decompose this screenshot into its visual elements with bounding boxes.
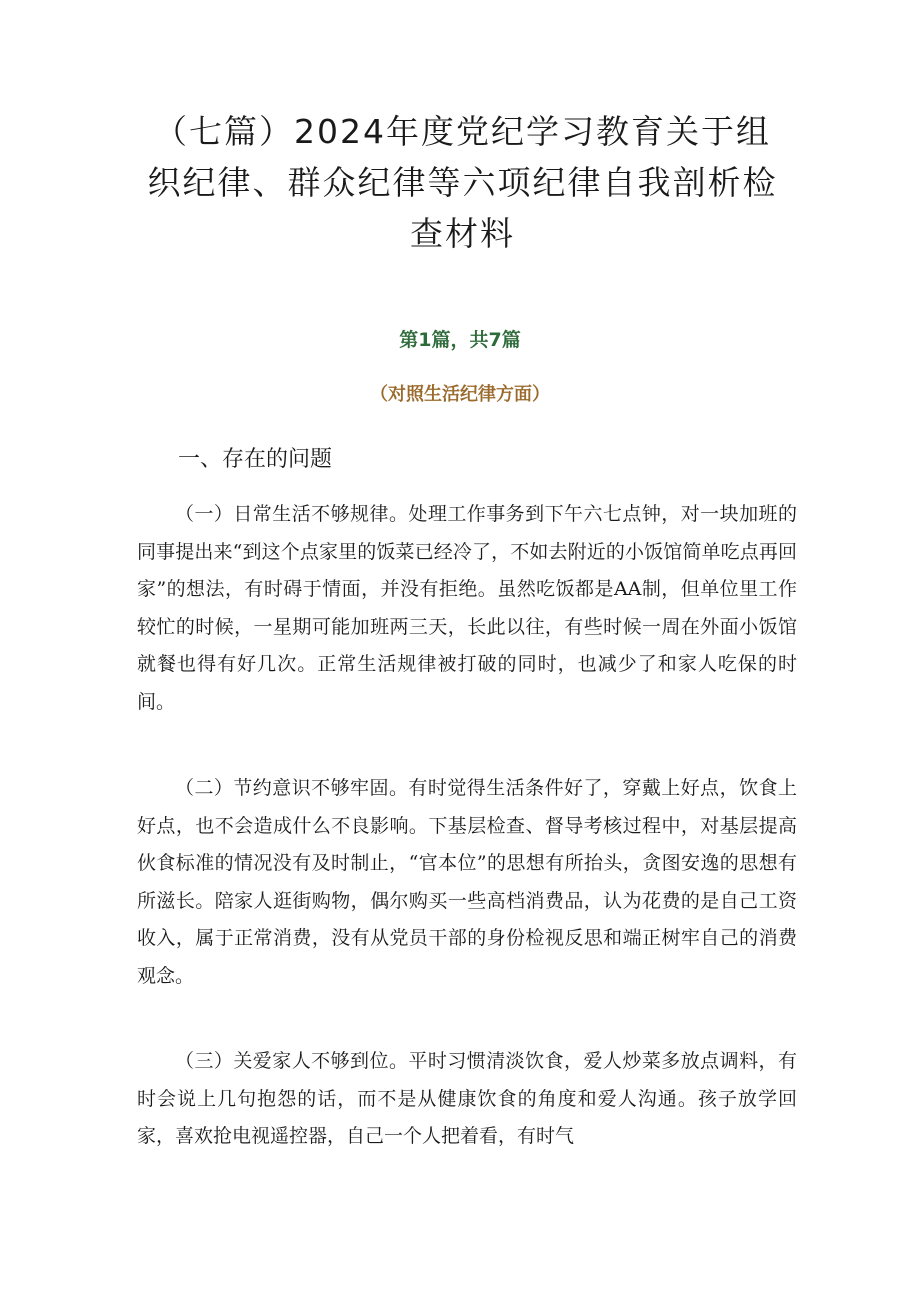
section-heading: 一、存在的问题 <box>178 447 333 472</box>
part-label: 第1篇，共7篇 <box>399 329 521 351</box>
paragraph-3: （三）关爱家人不够到位。平时习惯清淡饮食，爱人炒菜多放点调料，有时会说上几句抱怨的话，而不是从健康饮食的角度和爱人沟通。孩子放学回家，喜欢抢电视遥控器，自己一个人把着看，有时气 <box>137 1050 797 1148</box>
document-title: （七篇）2024年度党纪学习教育关于组织纪律、群众纪律等六项纪律自我剖析检查材料 <box>147 112 778 253</box>
paragraph-1: （一）日常生活不够规律。处理工作事务到下午六七点钟，对一块加班的同事提出来“到这个点家里的饭菜已经冷了，不如去附近的小饭馆简单吃点再回家”的想法，有时碍于情面，并没有拒绝。虽然吃饭都是AA制，但单位里工作较忙的时候，一星期可能加班两三天，长此以往，有些时候一周在外面小饭馆就餐也得有好几次。正常生活规律被打破的同时，也减少了和家人吃保的时间。 <box>137 503 797 713</box>
section-subtitle: （对照生活纪律方面） <box>370 384 550 405</box>
paragraph-2: （二）节约意识不够牢固。有时觉得生活条件好了，穿戴上好点，饮食上好点，也不会造成什么不良影响。下基层检查、督导考核过程中，对基层提高伙食标准的情况没有及时制止，“官本位”的思想有所抬头，贪图安逸的思想有所滋长。陪家人逛街购物，偶尔购买一些高档消费品，认为花费的是自己工资收入，属于正常消费，没有从党员干部的身份检视反思和端正树牢自己的消费观念。 <box>137 777 797 987</box>
